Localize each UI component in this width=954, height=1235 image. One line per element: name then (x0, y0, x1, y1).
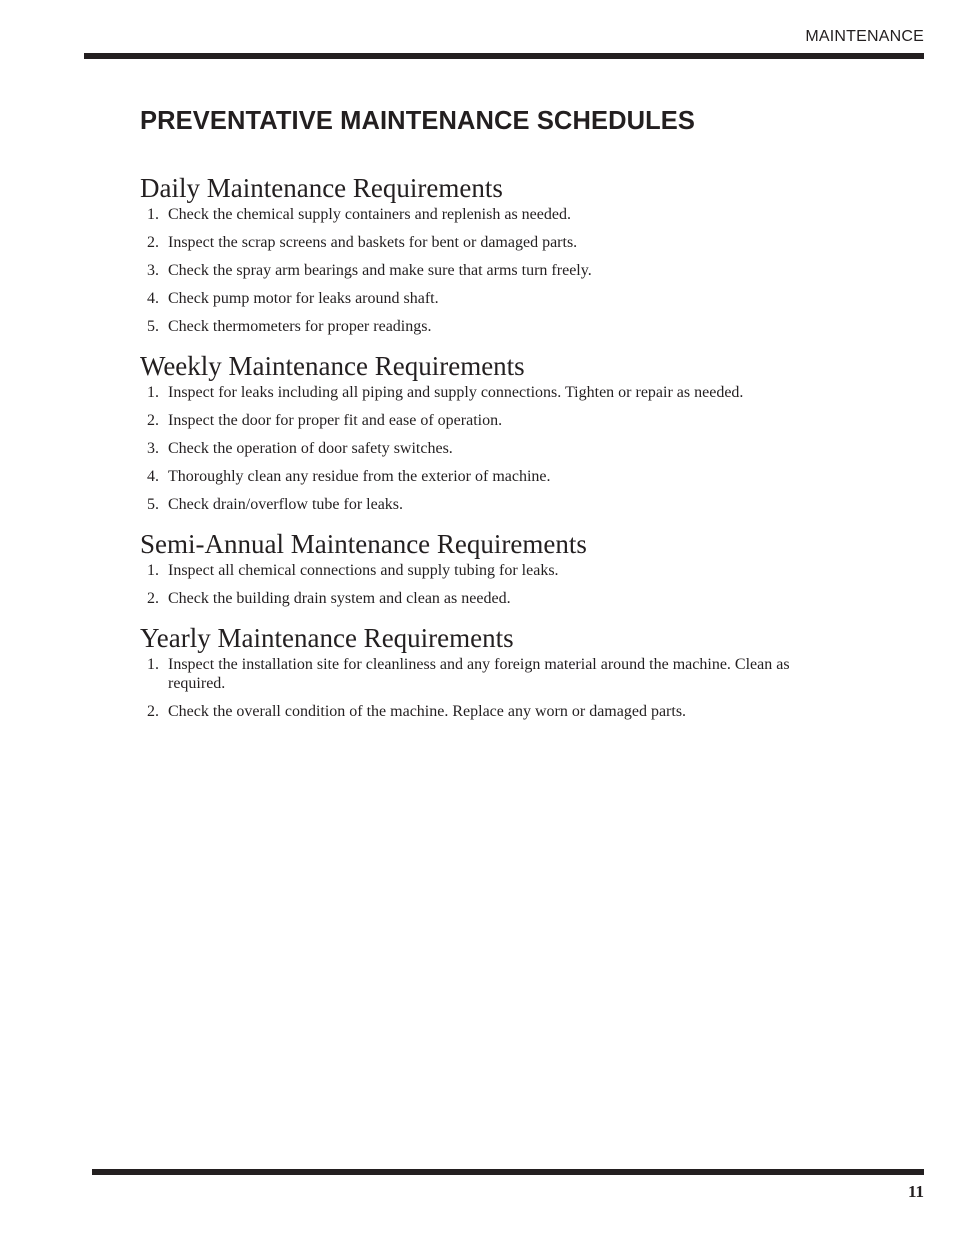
list-item (140, 655, 830, 693)
item-number: 3. (147, 262, 159, 279)
list-item (140, 467, 830, 486)
item-text: Check thermometers for proper readings. (168, 318, 432, 335)
list-item (140, 702, 830, 721)
item-number: 2. (147, 590, 159, 607)
list-item (140, 233, 830, 252)
item-text: Check the overall condition of the machine. Replace any worn or damaged parts. (168, 703, 687, 720)
section-daily (140, 172, 830, 336)
page-number: 11 (907, 1182, 924, 1201)
list-item (140, 289, 830, 308)
checklist (140, 655, 830, 721)
item-number: 5. (147, 318, 159, 335)
list-item (140, 205, 830, 224)
section-heading: Semi-Annual Maintenance Requirements (140, 529, 587, 559)
header-rule (84, 53, 924, 59)
list-item (140, 495, 830, 514)
list-item (140, 261, 830, 280)
section-heading: Weekly Maintenance Requirements (140, 351, 525, 381)
item-text: Check the building drain system and clean as needed. (168, 590, 511, 607)
list-item (140, 561, 830, 580)
item-text: Inspect all chemical connections and supply tubing for leaks. (168, 562, 559, 579)
item-number: 1. (147, 562, 159, 579)
item-text: Check the chemical supply containers and replenish as needed. (168, 206, 571, 223)
list-item (140, 439, 830, 458)
item-text: Inspect for leaks including all piping and supply connections. Tighten or repair as needed. (168, 384, 744, 401)
list-item (140, 589, 830, 608)
section-semi-annual (140, 528, 830, 608)
section-heading: Yearly Maintenance Requirements (140, 623, 514, 653)
checklist (140, 205, 830, 336)
item-text: Inspect the scrap screens and baskets for bent or damaged parts. (168, 234, 578, 251)
list-item (140, 411, 830, 430)
checklist (140, 383, 830, 514)
item-number: 1. (147, 656, 159, 673)
item-number: 2. (147, 234, 159, 251)
item-number: 1. (147, 384, 159, 401)
item-number: 4. (147, 468, 159, 485)
item-text: Check the spray arm bearings and make sure that arms turn freely. (168, 262, 592, 279)
item-text: Thoroughly clean any residue from the exterior of machine. (168, 468, 551, 485)
list-item (140, 317, 830, 336)
section-weekly (140, 350, 830, 514)
item-number: 4. (147, 290, 159, 307)
section-heading: Daily Maintenance Requirements (140, 173, 503, 203)
checklist (140, 561, 830, 608)
item-number: 3. (147, 440, 159, 457)
page-content (140, 104, 830, 735)
section-yearly (140, 622, 830, 721)
item-number: 1. (147, 206, 159, 223)
item-text: Inspect the door for proper fit and ease of operation. (168, 412, 503, 429)
item-number: 5. (147, 496, 159, 513)
item-text: Inspect the installation site for cleanliness and any foreign material around the machine. Clean as required. (168, 656, 790, 692)
running-header: MAINTENANCE (805, 28, 924, 45)
item-text: Check pump motor for leaks around shaft. (168, 290, 439, 307)
list-item (140, 383, 830, 402)
item-text: Check the operation of door safety switches. (168, 440, 453, 457)
item-number: 2. (147, 412, 159, 429)
page-title: PREVENTATIVE MAINTENANCE SCHEDULES (140, 107, 695, 135)
footer-rule (92, 1169, 924, 1175)
item-text: Check drain/overflow tube for leaks. (168, 496, 404, 513)
item-number: 2. (147, 703, 159, 720)
